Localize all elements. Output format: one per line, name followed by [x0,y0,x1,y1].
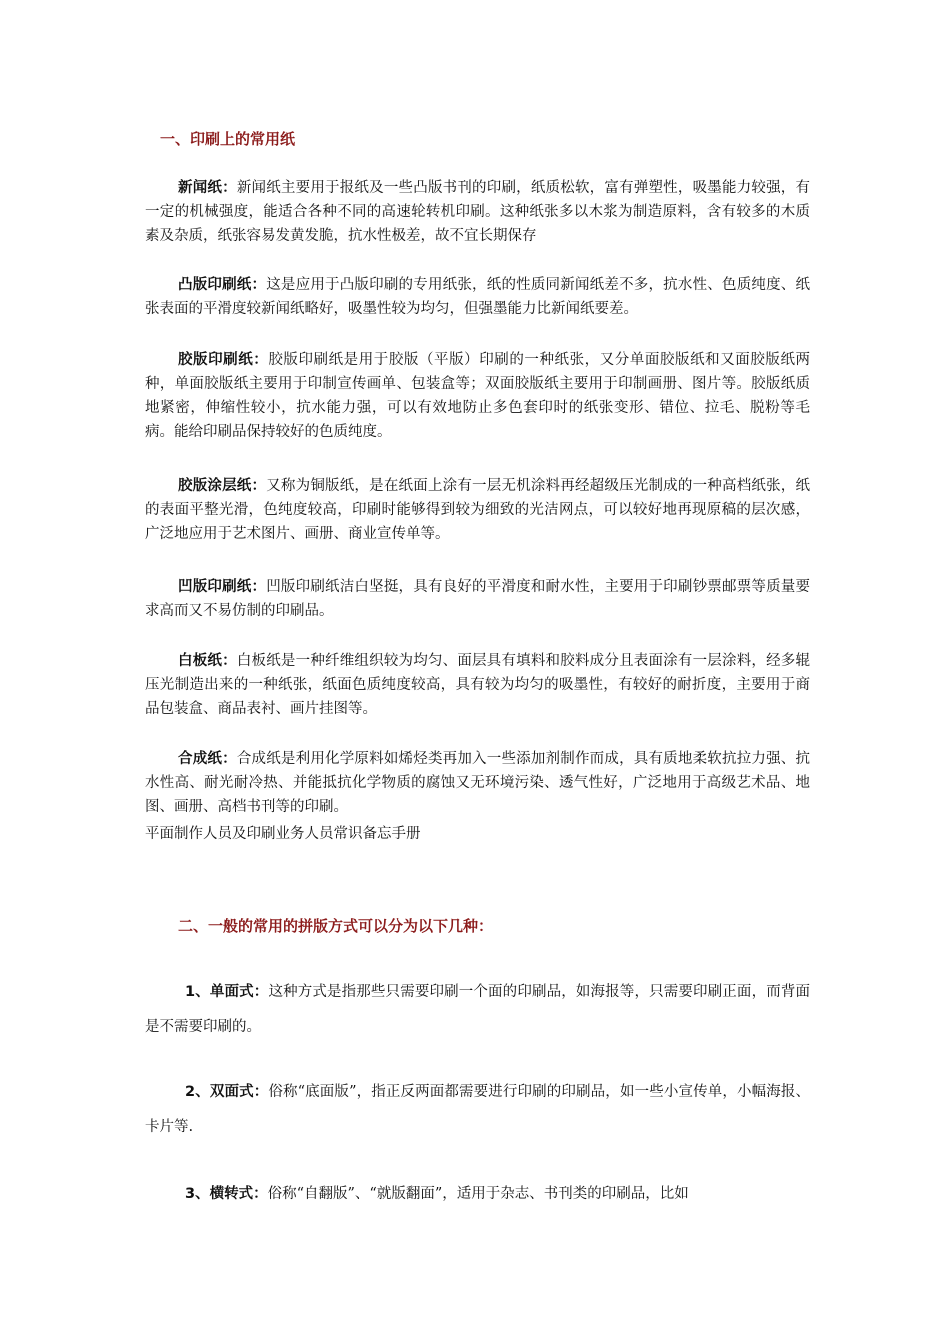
paragraph-text: 俗称“底面版”，指正反两面都需要进行印刷的印刷品，如一些小宣传单，小幅海报、卡片等. [145,1084,810,1135]
term-label: 合成纸： [178,751,237,767]
handbook-title-line: 平面制作人员及印刷业务人员常识备忘手册 [145,826,421,842]
paragraph-single-sided [145,975,810,1045]
section-1-heading: 一、印刷上的常用纸 [160,130,296,148]
paragraph-newsprint [145,176,810,248]
paragraph-gravure-paper [145,575,810,623]
paragraph-text: 这种方式是指那些只需要印刷一个面的印刷品，如海报等，只需要印刷正面，而背面是不需要印刷的。 [145,984,810,1035]
term-label: 新闻纸： [178,180,237,196]
term-label: 凹版印刷纸： [178,579,267,595]
paragraph-text: 俗称“自翻版”、“就版翻面”，适用于杂志、书刊类的印刷品，比如 [267,1186,689,1202]
paragraph-coated-paper [145,474,810,546]
paragraph-text: 胶版印刷纸是用于胶版（平版）印刷的一种纸张，又分单面胶版纸和又面胶版纸两种，单面胶版纸主要用于印制宣传画单、包装盒等；双面胶版纸主要用于印制画册、图片等。胶版纸质地紧密，伸缩性较小，抗水能力强，可以有效地防止多色套印时的纸张变形、错位、拉毛、脱粉等毛病。能给印刷品保持较好的色质纯度。 [145,352,811,440]
term-label: 3、横转式： [185,1186,268,1202]
term-label: 凸版印刷纸： [178,277,267,293]
paragraph-text: 白板纸是一种纤维组织较为均匀、面层具有填料和胶料成分且表面涂有一层涂料，经多辊压光制造出来的一种纸张，纸面色质纯度较高，具有较为均匀的吸墨性，有较好的耐折度，主要用于商品包装盒、商品表衬、画片挂图等。 [145,653,810,717]
term-label: 胶版涂层纸： [178,478,267,494]
paragraph-work-and-turn [145,1177,810,1212]
paragraph-text: 新闻纸主要用于报纸及一些凸版书刊的印刷，纸质松软，富有弹塑性，吸墨能力较强，有一定的机械强度，能适合各种不同的高速轮转机印刷。这种纸张多以木浆为制造原料，含有较多的木质素及杂质，纸张容易发黄发脆，抗水性极差，故不宜长期保存 [145,180,810,244]
paragraph-text: 凹版印刷纸洁白坚挺，具有良好的平滑度和耐水性，主要用于印刷钞票邮票等质量要求高而又不易仿制的印刷品。 [145,579,811,619]
paragraph-double-sided [145,1075,810,1145]
paragraph-whiteboard-paper [145,649,810,721]
term-label: 2、双面式： [185,1084,269,1100]
paragraph-text: 合成纸是利用化学原料如烯烃类再加入一些添加剂制作而成，具有质地柔软抗拉力强、抗水性高、耐光耐冷热、并能抵抗化学物质的腐蚀又无环境污染、透气性好，广泛地用于高级艺术品、地图、画册、高档书刊等的印刷。 [145,751,810,815]
paragraph-offset-paper [145,348,810,444]
term-label: 1、单面式： [185,984,269,1000]
paragraph-synthetic-paper [145,747,810,819]
paragraph-text: 这是应用于凸版印刷的专用纸张，纸的性质同新闻纸差不多，抗水性、色质纯度、纸张表面的平滑度较新闻纸略好，吸墨性较为均匀，但强墨能力比新闻纸要差。 [145,277,811,317]
section-2-heading: 二、一般的常用的拼版方式可以分为以下几种： [178,917,494,935]
term-label: 胶版印刷纸： [178,352,269,368]
paragraph-letterpress-paper [145,273,810,321]
paragraph-text: 又称为铜版纸，是在纸面上涂有一层无机涂料再经超级压光制成的一种高档纸张，纸的表面平整光滑，色纯度较高，印刷时能够得到较为细致的光洁网点，可以较好地再现原稿的层次感，广泛地应用于艺术图片、画册、商业宣传单等。 [145,478,811,542]
term-label: 白板纸： [178,653,237,669]
